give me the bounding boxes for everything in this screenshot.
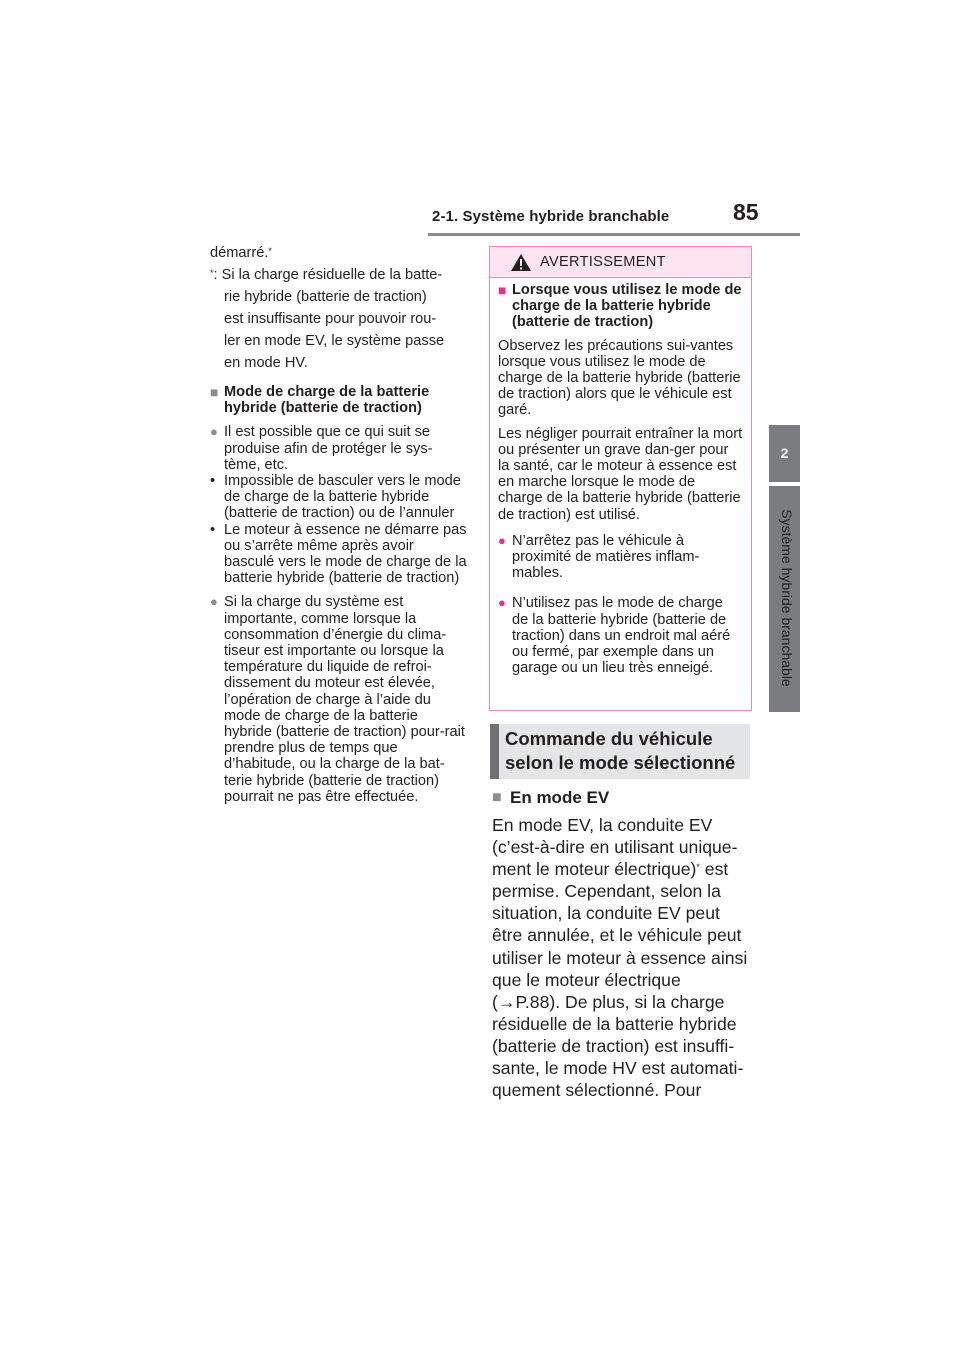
page-number: 85 [733,199,759,225]
intro-word: démarré. [210,245,269,261]
section-heading-line: selon le mode sélectionné [505,752,736,773]
warning-subheading-text: Lorsque vous utilisez le mode de charge de la batterie hybride (batterie de traction) [512,282,742,331]
small-bullet-icon: • [210,473,216,490]
warning-triangle-icon [510,253,532,272]
reference-arrow-icon: → [497,991,516,1012]
warning-title: AVERTISSEMENT [540,254,666,270]
list-item [210,594,468,805]
subheading-charge-mode [210,384,468,416]
section-heading-text [505,727,735,775]
section-heading-bar [490,724,499,779]
footnote-line: ler en mode EV, le système passe [224,333,445,349]
footnote-line: en mode HV. [224,355,308,371]
square-bullet-icon: ■ [492,789,502,806]
round-bullet-icon: ● [210,424,218,440]
warning-box [489,246,752,711]
sub-list-item [210,473,468,522]
warning-body [498,282,743,676]
warning-list-item-text: N’arrêtez pas le véhicule à proximité de matières inflam-mables. [512,532,700,582]
warning-subheading [498,282,743,331]
warning-list-item [498,595,743,676]
ev-text-part: En mode EV, la conduite EV (c’est-à-dire en utilisant unique-ment le moteur électrique) [492,815,738,880]
ev-text-part: est permise. Cependant, selon la situation, la conduite EV peut être annulée, et le véhicule peut utiliser le moteur à essence ainsi que le moteur électrique ( [492,859,748,1012]
warning-list-item [498,533,743,582]
warning-paragraph: Observez les précautions sui-vantes lorsque vous utilisez le mode de charge de la batterie hybride (batterie de traction) alors que le véhicule est garé. [498,337,741,419]
chapter-side-label: Système hybride branchable [779,509,795,687]
footnote [210,264,468,286]
ev-footnote-marker: * [696,862,700,873]
footnote-marker: * [210,268,214,278]
intro-footnote-marker: * [268,246,272,256]
square-bullet-icon: ■ [210,384,219,400]
square-bullet-icon: ■ [498,282,507,298]
intro-line [210,242,468,264]
section-heading-line: Commande du véhicule [505,728,713,749]
warning-paragraph: Les négliger pourrait entraîner la mort ou présenter un grave dan-ger pour la santé, car le moteur à essence est en marche lorsque le mode de charge de la batterie hybride (batterie de traction) est utilisé. [498,425,743,523]
ev-text-part: P.88). De plus, si la charge résiduelle de la batterie hybride (batterie de traction) est insuffi-sante, le mode HV est automati-quement sélectionné. Pour [492,991,744,1101]
sub-list-item-text: Impossible de basculer vers le mode de charge de la batterie hybride (batterie de traction) ou de l’annuler [224,473,461,522]
section-heading [490,724,750,779]
round-bullet-icon: ● [210,594,218,610]
left-column [210,242,468,805]
sub-list-item [210,522,468,587]
running-header-title: 2-1. Système hybride branchable [432,208,670,225]
list-item [210,424,468,473]
ev-mode-heading [492,788,609,808]
ev-mode-paragraph [492,814,752,1101]
warning-header [490,247,751,278]
header-rule [428,233,800,236]
warning-list-item-text: N’utilisez pas le mode de charge de la batterie hybride (batterie de traction) dans un endroit mal aéré ou fermé, par exemple dans un garage ou un lieu très enneigé. [512,595,731,677]
ev-mode-heading-text: En mode EV [510,788,610,807]
small-bullet-icon: • [210,521,216,538]
footnote-line: rie hybride (batterie de traction) [224,289,427,305]
sub-list-item-text: Le moteur à essence ne démarre pas ou s’arrête même après avoir basculé vers le mode de charge de la batterie hybride (batterie de traction) [224,521,467,587]
round-bullet-icon: ● [498,532,506,548]
footnote-first-line: : Si la charge résiduelle de la batte- [213,267,443,283]
footnote-line: est insuffisante pour pouvoir rou- [224,311,437,327]
list-item-text: Il est possible que ce qui suit se produise afin de protéger le sys-tème, etc. [224,424,433,473]
list-item-text: Si la charge du système est importante, comme lorsque la consommation d’énergie du clima-tiseur est importante ou lorsque la température du liquide de refroi-dissement du moteur est élevée, l’opération de charge à l’aide du mode de charge de la batterie hybride (batterie de traction) pour-rait prendre plus de temps que d’habitude, ou la charge de la bat-terie hybride (batterie de traction) pourrait ne pas être effectuée. [224,594,465,805]
round-bullet-icon: ● [498,595,506,611]
chapter-tab: 2 [769,425,800,482]
subheading-text: Mode de charge de la batterie hybride (batterie de traction) [224,384,430,417]
